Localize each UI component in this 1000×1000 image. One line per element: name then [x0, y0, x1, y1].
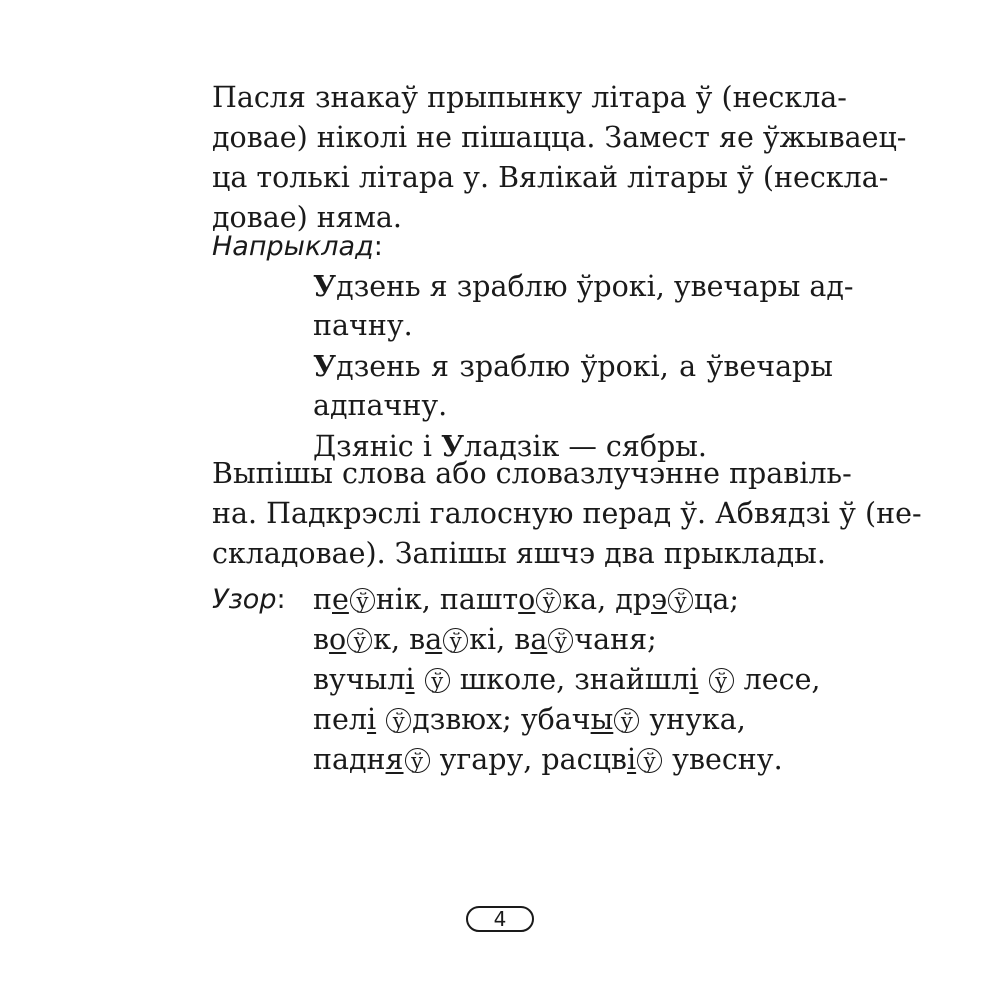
circled-u-short: ў [709, 668, 734, 693]
circled-u-short: ў [405, 748, 430, 773]
circled-u-short: ў [668, 588, 693, 613]
example-label-text: Напрыклад [212, 231, 374, 262]
underlined-vowel: о [329, 623, 347, 656]
pattern-word: пашто ў ка, [430, 583, 607, 616]
bold-initial: У [313, 269, 337, 303]
pattern-word: падня ў угару, [313, 743, 533, 776]
task-line: складовае). Запішы яшчэ два прыклады. [212, 537, 826, 570]
rule-line: ца толькі літара у. Вялікай літары ў (нескла- [212, 161, 889, 194]
underlined-vowel: і [405, 663, 415, 696]
example-line: адпачну. [313, 389, 448, 422]
rule-line: довае) ніколі не пішацца. Замест яе ўжываец- [212, 121, 907, 154]
underlined-vowel: і [689, 663, 699, 696]
underlined-vowel: е [332, 583, 349, 616]
pattern-lines [313, 580, 833, 780]
example-text: ладзік — сябры. [464, 430, 707, 463]
pattern-word: ва ў чаня; [505, 623, 657, 656]
pattern-word: знайшлі ў лесе, [565, 663, 821, 696]
pattern-word: пелі ў дзвюх; [313, 703, 512, 736]
pattern-line [313, 700, 833, 740]
circled-u-short: ў [425, 668, 450, 693]
underlined-vowel: і [626, 743, 637, 776]
pattern-word: пе ў нік, [313, 583, 431, 616]
underlined-vowel: а [425, 623, 443, 656]
pattern-line [313, 620, 833, 660]
bold-initial: У [313, 349, 337, 383]
underlined-vowel: ы [590, 703, 614, 736]
pattern-line [313, 580, 833, 620]
underlined-vowel: о [518, 583, 536, 616]
circled-u-short: ў [614, 708, 639, 733]
circled-u-short: ў [350, 588, 375, 613]
circled-u-short: ў [443, 628, 468, 653]
pattern-word: вучылі ў школе, [313, 663, 566, 696]
example-text: дзень я зраблю ўрокі, увечары ад- [336, 270, 854, 303]
underlined-vowel: а [530, 623, 548, 656]
pattern-word: во ў к, [313, 623, 401, 656]
example-line [313, 266, 854, 306]
example-line: пачну. [313, 309, 413, 342]
page-number: 4 [466, 906, 534, 932]
pattern-label-text: Узор [212, 584, 277, 615]
example-label [212, 227, 383, 267]
example-line [313, 346, 833, 386]
example-text: дзень я зраблю ўрокі, а ўвечары [336, 350, 833, 383]
underlined-vowel: э [651, 583, 668, 616]
pattern-word: убачы ў унука, [511, 703, 746, 736]
task-line: Выпішы слова або словазлучэнне правіль- [212, 457, 852, 490]
example-text: Дзяніс і [313, 430, 441, 463]
circled-u-short: ў [637, 748, 662, 773]
pattern-label-colon: : [276, 584, 286, 615]
example-label-colon: : [373, 231, 383, 262]
circled-u-short: ў [347, 628, 372, 653]
circled-u-short: ў [548, 628, 573, 653]
example-sentences [313, 266, 854, 466]
pattern-word: дрэ ў ца; [606, 583, 739, 616]
pattern-word: расцві ў увесну. [532, 743, 783, 776]
rule-line: Пасля знакаў прыпынку літара ў (нескла- [212, 81, 847, 114]
circled-u-short: ў [386, 708, 411, 733]
circled-u-short: ў [536, 588, 561, 613]
rule-paragraph [212, 78, 907, 238]
underlined-vowel: я [385, 743, 404, 776]
pattern-label [212, 580, 286, 620]
pattern-line [313, 740, 833, 780]
pattern-line [313, 660, 833, 700]
underlined-vowel: і [366, 703, 377, 736]
rule-line: довае) няма. [212, 201, 402, 234]
bold-initial: У [441, 429, 465, 463]
task-paragraph [212, 454, 922, 574]
task-line: на. Падкрэслі галосную перад ў. Абвядзі ў (не- [212, 497, 922, 530]
pattern-word: ва ў кі, [400, 623, 506, 656]
